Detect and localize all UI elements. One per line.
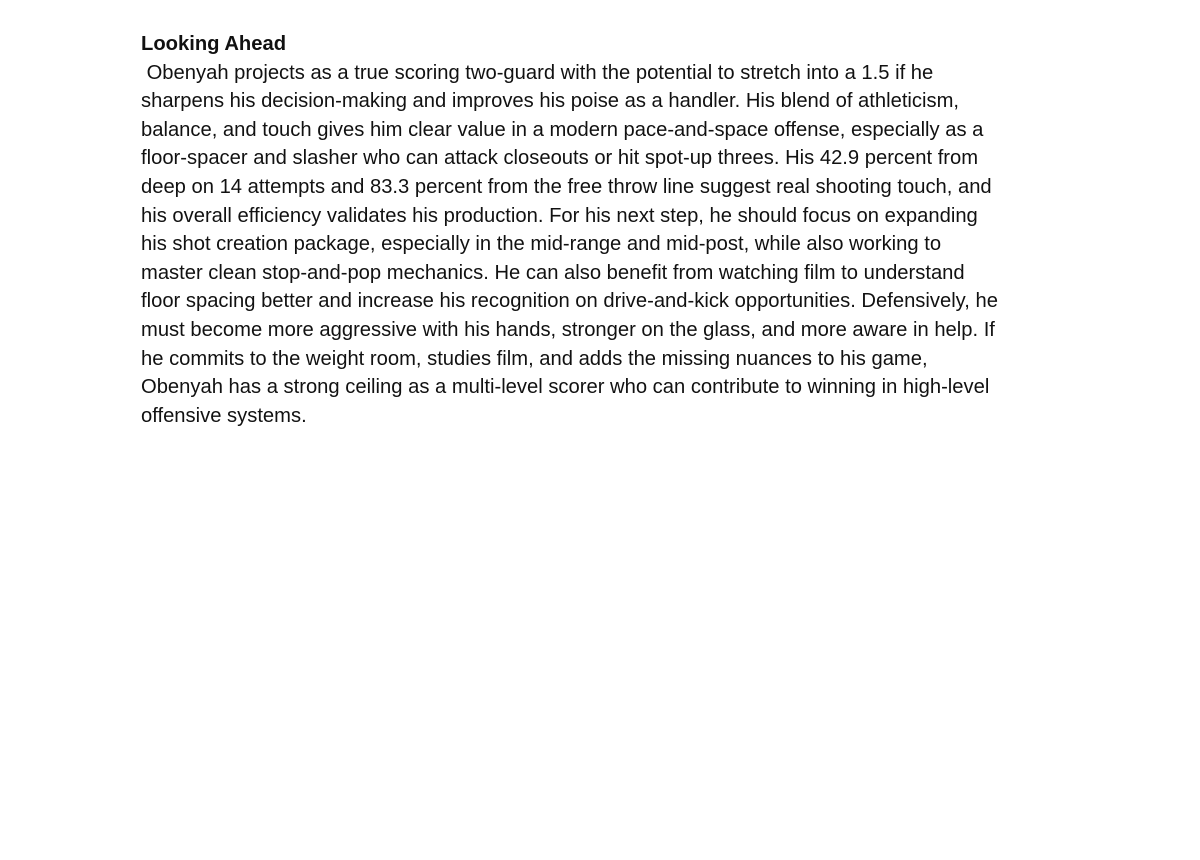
paragraph-line: he commits to the weight room, studies film, and adds the missing nuances to his game,	[141, 347, 928, 370]
paragraph-line: offensive systems.	[141, 404, 307, 427]
section-heading: Looking Ahead	[141, 33, 287, 55]
paragraph-line: Obenyah projects as a true scoring two-guard with the potential to stretch into a 1.5 if he	[141, 61, 934, 84]
paragraph-line: Obenyah has a strong ceiling as a multi-level scorer who can contribute to winning in high-level	[141, 376, 990, 399]
body-paragraph	[141, 59, 1071, 431]
paragraph-line: floor-spacer and slasher who can attack closeouts or hit spot-up threes. His 42.9 percent from	[141, 147, 979, 170]
paragraph-line: must become more aggressive with his hands, stronger on the glass, and more aware in help. If	[141, 318, 995, 341]
paragraph-line: floor spacing better and increase his recognition on drive-and-kick opportunities. Defensively, he	[141, 290, 998, 313]
paragraph-line: his overall efficiency validates his production. For his next step, he should focus on expanding	[141, 204, 978, 227]
paragraph-line: master clean stop-and-pop mechanics. He can also benefit from watching film to understand	[141, 261, 965, 284]
paragraph-line: deep on 14 attempts and 83.3 percent from the free throw line suggest real shooting touch, and	[141, 175, 992, 198]
paragraph-line: sharpens his decision-making and improves his poise as a handler. His blend of athleticism,	[141, 90, 960, 113]
document-body	[141, 30, 1071, 430]
paragraph-line: balance, and touch gives him clear value in a modern pace-and-space offense, especially as a	[141, 118, 984, 141]
paragraph-line: his shot creation package, especially in the mid-range and mid-post, while also working to	[141, 233, 942, 256]
